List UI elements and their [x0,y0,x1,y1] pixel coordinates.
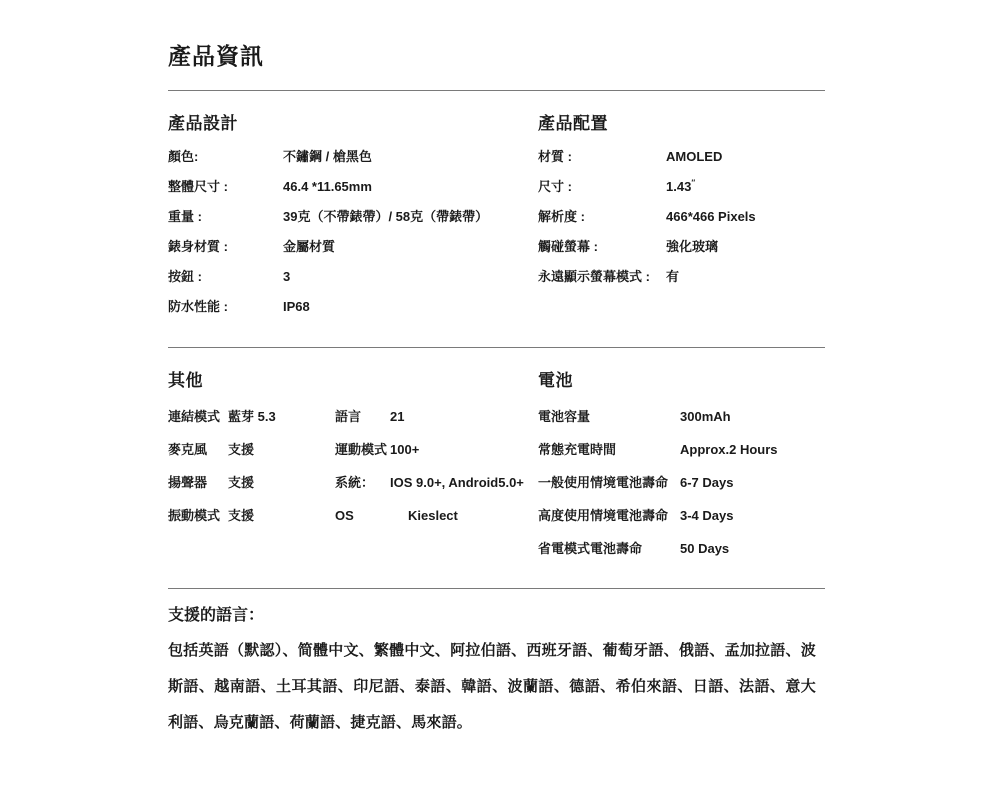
section-title-other: 其他 [168,371,203,390]
spec-value: 支援 [228,508,255,523]
spec-value: 3-4 Days [680,508,734,523]
spec-label: 電池容量 [538,409,591,424]
spec-value: 藍芽 5.3 [228,409,276,424]
spec-value: 支援 [228,442,255,457]
spec-label: 解析度 : [538,209,585,224]
spec-value: 有 [666,269,680,284]
spec-label: 永遠顯示螢幕模式 : [538,269,650,284]
spec-value: 39克（不帶錶帶）/ 58克（帶錶帶） [283,209,489,224]
spec-label: 防水性能 : [168,299,228,314]
spec-label: 顏色: [168,149,199,164]
spec-label: 運動模式 [335,442,388,457]
spec-row-heavy-battery-life [538,509,825,523]
spec-row-dimensions [168,180,538,194]
spec-label: 常態充電時間 [538,442,617,457]
spec-row-weight [168,210,538,224]
spec-label: 觸碰螢幕 : [538,239,598,254]
spec-label: 重量 : [168,209,202,224]
spec-value: 6-7 Days [680,475,734,490]
spec-value: 3 [283,269,291,284]
section-battery [538,348,825,556]
spec-label: 語言 [335,409,362,424]
languages-text: 包括英語（默認）、简體中文、繁體中文、阿拉伯語、西班牙語、葡萄牙語、俄語、孟加拉語、波斯語、越南語、土耳其語、印尼語、泰語、韓語、波蘭語、德語、希伯來語、日語、法語、意大利語、烏克蘭語、荷蘭語、捷克語、馬來語。 [168,642,816,731]
spec-value: 300mAh [680,409,731,424]
divider-bottom [168,588,825,589]
spec-row-speaker-system [168,476,538,490]
section-design [168,91,538,314]
section-design-config [168,91,825,347]
languages-title: 支援的語言： [168,607,265,624]
spec-label: 尺寸 : [538,179,572,194]
spec-value: Kieslect [408,508,458,523]
spec-label: OS [335,508,354,523]
spec-row-always-on [538,270,825,284]
spec-value: 50 Days [680,541,730,556]
inch-mark: ″ [691,178,696,188]
spec-value: 21 [390,409,405,424]
spec-label: 錶身材質 : [168,239,228,254]
spec-value: 100+ [390,442,420,457]
spec-value: 46.4 *11.65mm [283,179,372,194]
spec-row-color [168,150,538,164]
spec-row-normal-battery-life [538,476,825,490]
spec-label: 麥克風 [168,442,208,457]
spec-label: 一般使用情境電池壽命 [538,475,669,490]
spec-row-mic-sportmodes [168,443,538,457]
spec-row-touchscreen [538,240,825,254]
spec-label: 連結模式 [168,409,221,424]
section-title-battery: 電池 [538,371,573,390]
spec-label: 按鈕 : [168,269,202,284]
spec-label: 揚聲器 [168,475,208,490]
spec-value: 金屬材質 [283,239,336,254]
screen-size-value: 1.43 [666,179,692,194]
spec-label: 整體尺寸 : [168,179,228,194]
spec-row-connectivity-language [168,410,538,424]
spec-value: 支援 [228,475,255,490]
spec-row-vibration-os [168,509,538,523]
spec-row-buttons [168,270,538,284]
section-title-design: 產品設計 [168,114,238,133]
spec-value: 強化玻璃 [666,239,719,254]
spec-label: 振動模式 [168,508,221,523]
spec-label: 材質 : [538,149,572,164]
page-title: 產品資訊 [168,43,264,69]
spec-row-charge-time [538,443,825,457]
section-other-battery [168,348,825,588]
spec-row-screen-material [538,150,825,164]
spec-label: 系統： [335,475,375,490]
spec-row-body-material [168,240,538,254]
section-config [538,91,825,314]
spec-value [666,180,695,194]
spec-row-saver-battery-life [538,542,825,556]
spec-row-resolution [538,210,825,224]
spec-value: AMOLED [666,149,723,164]
spec-value: 466*466 Pixels [666,209,756,224]
spec-value: 不鏽鋼 / 槍黑色 [283,149,372,164]
languages-section [168,606,825,741]
spec-row-battery-capacity [538,410,825,424]
spec-row-screen-size [538,180,825,194]
spec-label: 省電模式電池壽命 [538,541,643,556]
section-title-config: 產品配置 [538,114,608,133]
spec-label: 高度使用情境電池壽命 [538,508,669,523]
spec-value: Approx.2 Hours [680,442,778,457]
spec-value: IOS 9.0+, Android5.0+ [390,475,524,490]
section-other [168,348,538,556]
spec-value: IP68 [283,299,310,314]
spec-row-waterproof [168,300,538,314]
